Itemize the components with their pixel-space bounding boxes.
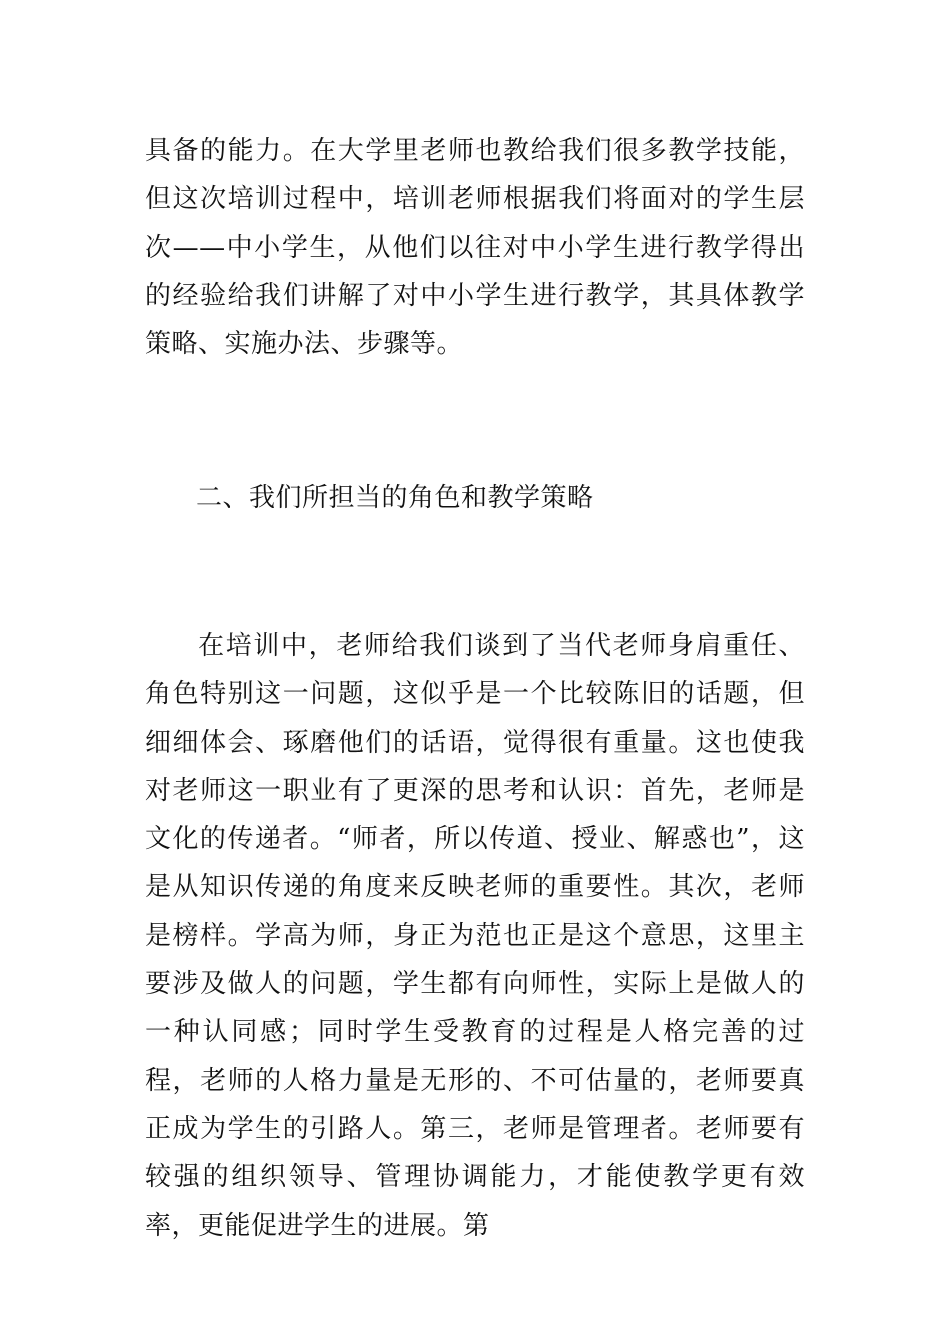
body-paragraph [145,622,805,1250]
body-paragraph-continued: 具备的能力。在大学里老师也教给我们很多教学技能，但这次培训过程中，培训老师根据我们将面对的学生层次——中小学生，从他们以往对中小学生进行教学得出的经验给我们讲解了对中小学生进行教学，其具体教学策略、实施办法、步骤等。 [145,136,805,360]
section-heading: 二、我们所担当的角色和教学策略 [196,483,594,513]
body-paragraph-text: 在培训中，老师给我们谈到了当代老师身肩重任、角色特别这一问题，这似乎是一个比较陈旧的话题，但细细体会、琢磨他们的话语，觉得很有重量。这也使我对老师这一职业有了更深的思考和认识：首先，老师是文化的传递者。“师者，所以传道、授业、解惑也”，这是从知识传递的角度来反映老师的重要性。其次，老师是榜样。学高为师，身正为范也正是这个意思，这里主要涉及做人的问题，学生都有向师性，实际上是做人的一种认同感；同时学生受教育的过程是人格完善的过程，老师的人格力量是无形的、不可估量的，老师要真正成为学生的引路人。第三，老师是管理者。老师要有较强的组织领导、管理协调能力，才能使教学更有效率，更能促进学生的进展。第 [145,631,805,1241]
